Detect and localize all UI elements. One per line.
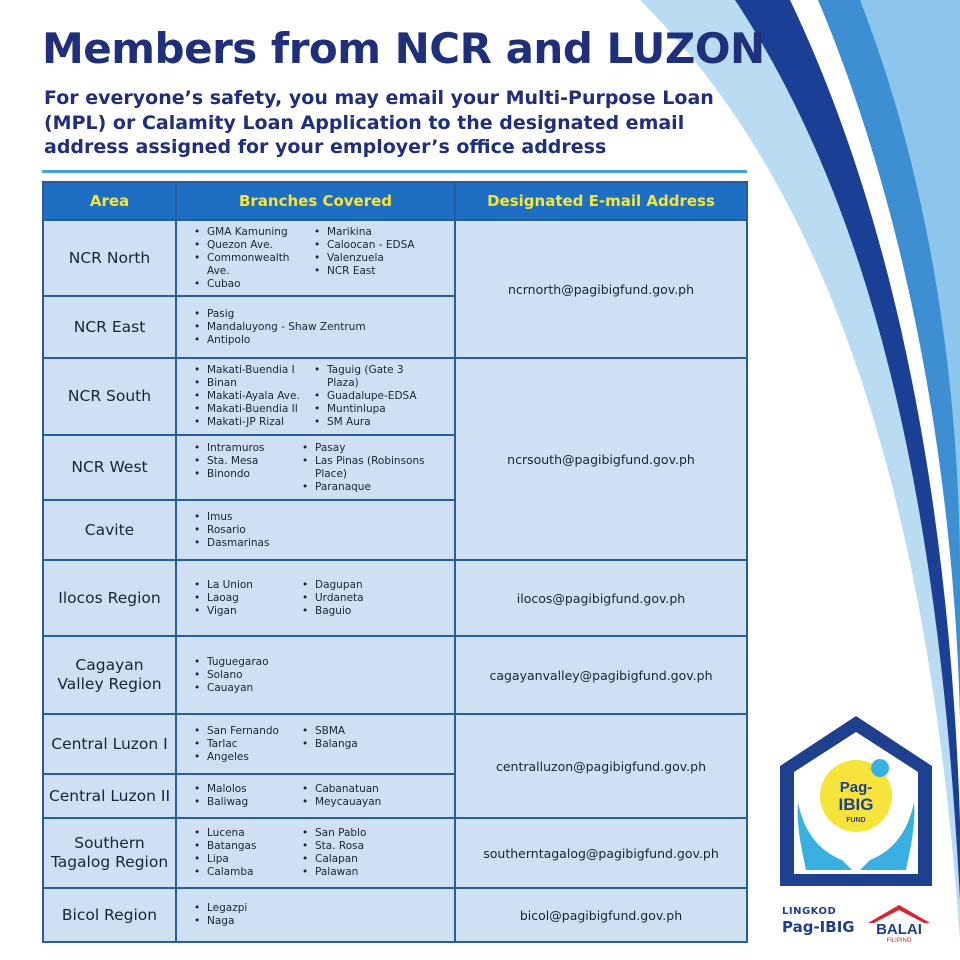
branches-cell (176, 636, 455, 714)
logo-text-pag: Pag- (839, 779, 873, 796)
email-cell: ncrnorth@pagibigfund.gov.ph (455, 220, 747, 358)
branch-item: • Baguio (301, 605, 448, 618)
branch-item: • Commonwealth Ave. (193, 252, 313, 278)
area-cell (43, 818, 176, 888)
branch-item: • Guadalupe-EDSA (313, 390, 448, 403)
branches-cell (176, 296, 455, 358)
branch-item: • Calapan (301, 853, 448, 866)
column-header-branches: Branches Covered (176, 182, 455, 220)
branch-item: • Makati-Buendia II (193, 403, 313, 416)
branch-item: • Meycauayan (301, 796, 448, 809)
branch-item: • San Fernando (193, 725, 301, 738)
table-header-row (43, 182, 747, 220)
email-cell: ilocos@pagibigfund.gov.ph (455, 560, 747, 636)
branches-cell (176, 888, 455, 942)
balai-filipino-logo (864, 903, 934, 943)
area-cell: NCR South (43, 358, 176, 435)
branch-item: • Caloocan - EDSA (313, 239, 448, 252)
branch-item: • Cubao (193, 278, 313, 291)
column-header-email: Designated E-mail Address (455, 182, 747, 220)
table-row (43, 636, 747, 714)
email-cell: cagayanvalley@pagibigfund.gov.ph (455, 636, 747, 714)
branch-item: • Marikina (313, 226, 448, 239)
branch-item: • Vigan (193, 605, 301, 618)
branch-item: • San Pablo (301, 827, 448, 840)
branch-item: • Tuguegarao (193, 656, 448, 669)
table-row (43, 358, 747, 435)
branch-item: • SM Aura (313, 416, 448, 429)
branch-item: • Pasay (301, 442, 448, 455)
branch-item: • NCR East (313, 265, 448, 278)
lingkod-logo-text: LINGKOD (782, 906, 837, 917)
branch-item: • Palawan (301, 866, 448, 879)
branch-item: • Rosario (193, 524, 448, 537)
branch-item: • Tarlac (193, 738, 301, 751)
branch-item: • Antipolo (193, 334, 448, 347)
branch-item: • Sta. Mesa (193, 455, 301, 468)
logo-text-ibig: IBIG (838, 795, 874, 814)
title-divider (42, 170, 747, 173)
table-row (43, 560, 747, 636)
logo-text-fund: FUND (846, 817, 866, 824)
balai-logo-text: BALAI (876, 921, 922, 938)
page-subtitle: For everyone’s safety, you may email your Multi-Purpose Loan (MPL) or Calamity Loan Application to the designated email address assigned for your employer’s office address (44, 87, 714, 158)
email-cell: centralluzon@pagibigfund.gov.ph (455, 714, 747, 818)
branch-item: • Taguig (Gate 3 Plaza) (313, 364, 405, 390)
branch-item: • Intramuros (193, 442, 301, 455)
branch-item: • Naga (193, 915, 448, 928)
branches-cell (176, 435, 455, 500)
branch-item: • Lucena (193, 827, 301, 840)
branch-item: • Dagupan (301, 579, 448, 592)
branch-item: • Angeles (193, 751, 301, 764)
email-cell: bicol@pagibigfund.gov.ph (455, 888, 747, 942)
branches-cell (176, 774, 455, 818)
branch-item: • Pasig (193, 308, 448, 321)
branch-item: • Binan (193, 377, 313, 390)
branch-item: • SBMA (301, 725, 448, 738)
area-cell: Central Luzon II (43, 774, 176, 818)
email-cell: southerntagalog@pagibigfund.gov.ph (455, 818, 747, 888)
branch-item: • Binondo (193, 468, 301, 481)
branches-table (42, 181, 748, 943)
branch-item: • Makati-Ayala Ave. (193, 390, 313, 403)
branch-item: • Las Pinas (Robinsons Place) (301, 455, 433, 481)
branch-item: • Lipa (193, 853, 301, 866)
branch-item: • Cauayan (193, 682, 448, 695)
branches-cell (176, 358, 455, 435)
area-cell: Central Luzon I (43, 714, 176, 774)
branch-item: • Paranaque (301, 481, 448, 494)
area-cell: Ilocos Region (43, 560, 176, 636)
email-cell: ncrsouth@pagibigfund.gov.ph (455, 358, 747, 560)
page-title: Members from NCR and LUZON (42, 24, 765, 73)
branch-item: • Quezon Ave. (193, 239, 313, 252)
branch-item: • Laoag (193, 592, 301, 605)
branches-cell (176, 714, 455, 774)
branch-item: • Makati-Buendia I (193, 364, 313, 377)
area-cell: NCR North (43, 220, 176, 296)
branch-item: • Solano (193, 669, 448, 682)
area-cell: NCR West (43, 435, 176, 500)
area-label: Cagayan Valley Region (57, 656, 162, 693)
branch-item: • Calamba (193, 866, 301, 879)
branch-item: • Baliwag (193, 796, 301, 809)
area-cell: NCR East (43, 296, 176, 358)
branch-item: • Makati-JP Rizal (193, 416, 313, 429)
branch-item: • Mandaluyong - Shaw Zentrum (193, 321, 448, 334)
pagibig-house-logo (776, 710, 936, 890)
filipino-logo-text: FILIPINO (886, 938, 912, 943)
branch-item: • La Union (193, 579, 301, 592)
branch-item: • Batangas (193, 840, 301, 853)
area-cell: Bicol Region (43, 888, 176, 942)
column-header-area: Area (43, 182, 176, 220)
branches-cell (176, 500, 455, 560)
area-cell: Cavite (43, 500, 176, 560)
branches-cell (176, 818, 455, 888)
footer-branding (782, 897, 942, 947)
branch-item: • Legazpi (193, 902, 448, 915)
table-row (43, 818, 747, 888)
table-row (43, 714, 747, 774)
area-cell (43, 636, 176, 714)
branch-item: • Sta. Rosa (301, 840, 448, 853)
table-row (43, 888, 747, 942)
branch-item: • Urdaneta (301, 592, 448, 605)
branch-item: • Dasmarinas (193, 537, 448, 550)
branch-item: • Cabanatuan (301, 783, 448, 796)
branch-item: • Malolos (193, 783, 301, 796)
branch-item: • Balanga (301, 738, 448, 751)
branch-item: • Muntinlupa (313, 403, 448, 416)
pagibig-logo-text: Pag-IBIG (782, 918, 855, 936)
branches-cell (176, 220, 455, 296)
area-label: Southern Tagalog Region (50, 834, 169, 871)
branch-item: • Valenzuela (313, 252, 448, 265)
table-row (43, 220, 747, 296)
branches-cell (176, 560, 455, 636)
branch-item: • GMA Kamuning (193, 226, 313, 239)
branch-item: • Imus (193, 511, 448, 524)
